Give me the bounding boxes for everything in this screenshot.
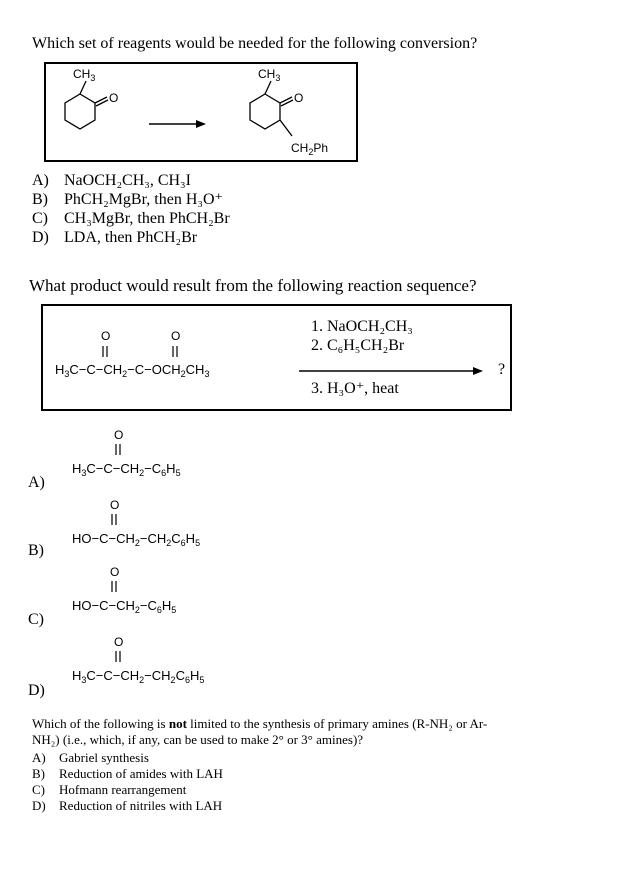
question-2-scheme-box xyxy=(41,304,512,411)
q3-option-c[interactable]: C) Hofmann rearrangement xyxy=(32,782,187,797)
q2-option-b-structure xyxy=(66,495,286,555)
reactant-formula: $H_3C-C-CH_2-C-OCH_2CH_3$ xyxy=(55,362,210,379)
svg-text:O: O xyxy=(110,498,120,512)
ring-left xyxy=(65,94,95,129)
o-left-label: O xyxy=(109,91,119,105)
step-1: 1. NaOCH₂CH₃ xyxy=(311,318,413,335)
svg-text:O: O xyxy=(114,635,124,649)
q3-option-b[interactable]: B) Reduction of amides with LAH xyxy=(32,766,223,781)
svg-text:H3C−C−CH2−C6H5: $H_3C-C-CH_2-C_6H_5$ xyxy=(72,461,181,478)
q1-option-a[interactable]: A) NaOCH₂CH₃, CH₃I xyxy=(32,172,191,189)
q1-option-b[interactable]: B) PhCH₂MgBr, then H₃O⁺ xyxy=(32,191,223,208)
question-3-options xyxy=(32,750,223,814)
ring-right xyxy=(250,94,280,129)
svg-text:H3C−C−CH2−CH2C6H5: $H_3C-C-CH_2-CH_2C_6H_5$ xyxy=(72,668,205,685)
q1-option-d[interactable]: D) LDA, then PhCH₂Br xyxy=(32,229,198,246)
svg-text:O: O xyxy=(171,329,181,343)
q1-option-c[interactable]: C) CH₃MgBr, then PhCH₂Br xyxy=(32,210,230,227)
svg-text:O: O xyxy=(114,428,124,442)
question-1-options xyxy=(32,171,230,247)
o-right-label: O xyxy=(294,91,304,105)
question-1-text: Which set of reagents would be needed for the following conversion? xyxy=(32,35,478,52)
svg-text:O: O xyxy=(101,329,111,343)
ch3-left-label: $CH_3$ xyxy=(73,67,96,83)
ch3-right-label: $CH_3$ xyxy=(258,67,281,83)
question-1-scheme xyxy=(46,64,356,160)
step-3: 3. H₃O⁺, heat xyxy=(311,380,399,397)
q2-option-c-letter[interactable]: C) xyxy=(28,611,44,628)
q2-option-d-structure xyxy=(66,632,286,692)
step-2: 2. C₆H₅CH₂Br xyxy=(311,337,405,354)
q2-option-b-letter[interactable]: B) xyxy=(28,542,44,559)
product-unknown: ? xyxy=(498,361,506,378)
q2-option-a-structure xyxy=(66,425,286,485)
ch2ph-label: $CH_2Ph$ xyxy=(291,141,329,157)
q2-option-a-letter[interactable]: A) xyxy=(28,474,45,491)
q3-option-a[interactable]: A) Gabriel synthesis xyxy=(32,750,149,765)
svg-text:HO−C−CH2−C6H5: $HO-C-CH_2-C_6H_5$ xyxy=(72,598,177,615)
q3-option-d[interactable]: D) Reduction of nitriles with LAH xyxy=(32,798,223,813)
svg-text:O: O xyxy=(110,565,120,579)
question-3-text: Which of the following is not limited to the synthesis of primary amines (R-NH₂ or Ar- NH₂) (i.e., which, if any, can be used to make 2° or 3° amines)? xyxy=(32,716,488,747)
q2-option-d-letter[interactable]: D) xyxy=(28,682,45,699)
q2-option-c-structure xyxy=(66,562,286,622)
svg-text:HO−C−CH2−CH2C6H5: $HO-C-CH_2-CH_2C_6H_5$ xyxy=(72,531,201,548)
question-2-reactant xyxy=(43,306,510,409)
question-2-text: What product would result from the following reaction sequence? xyxy=(29,276,477,295)
question-1-scheme-box xyxy=(44,62,358,162)
